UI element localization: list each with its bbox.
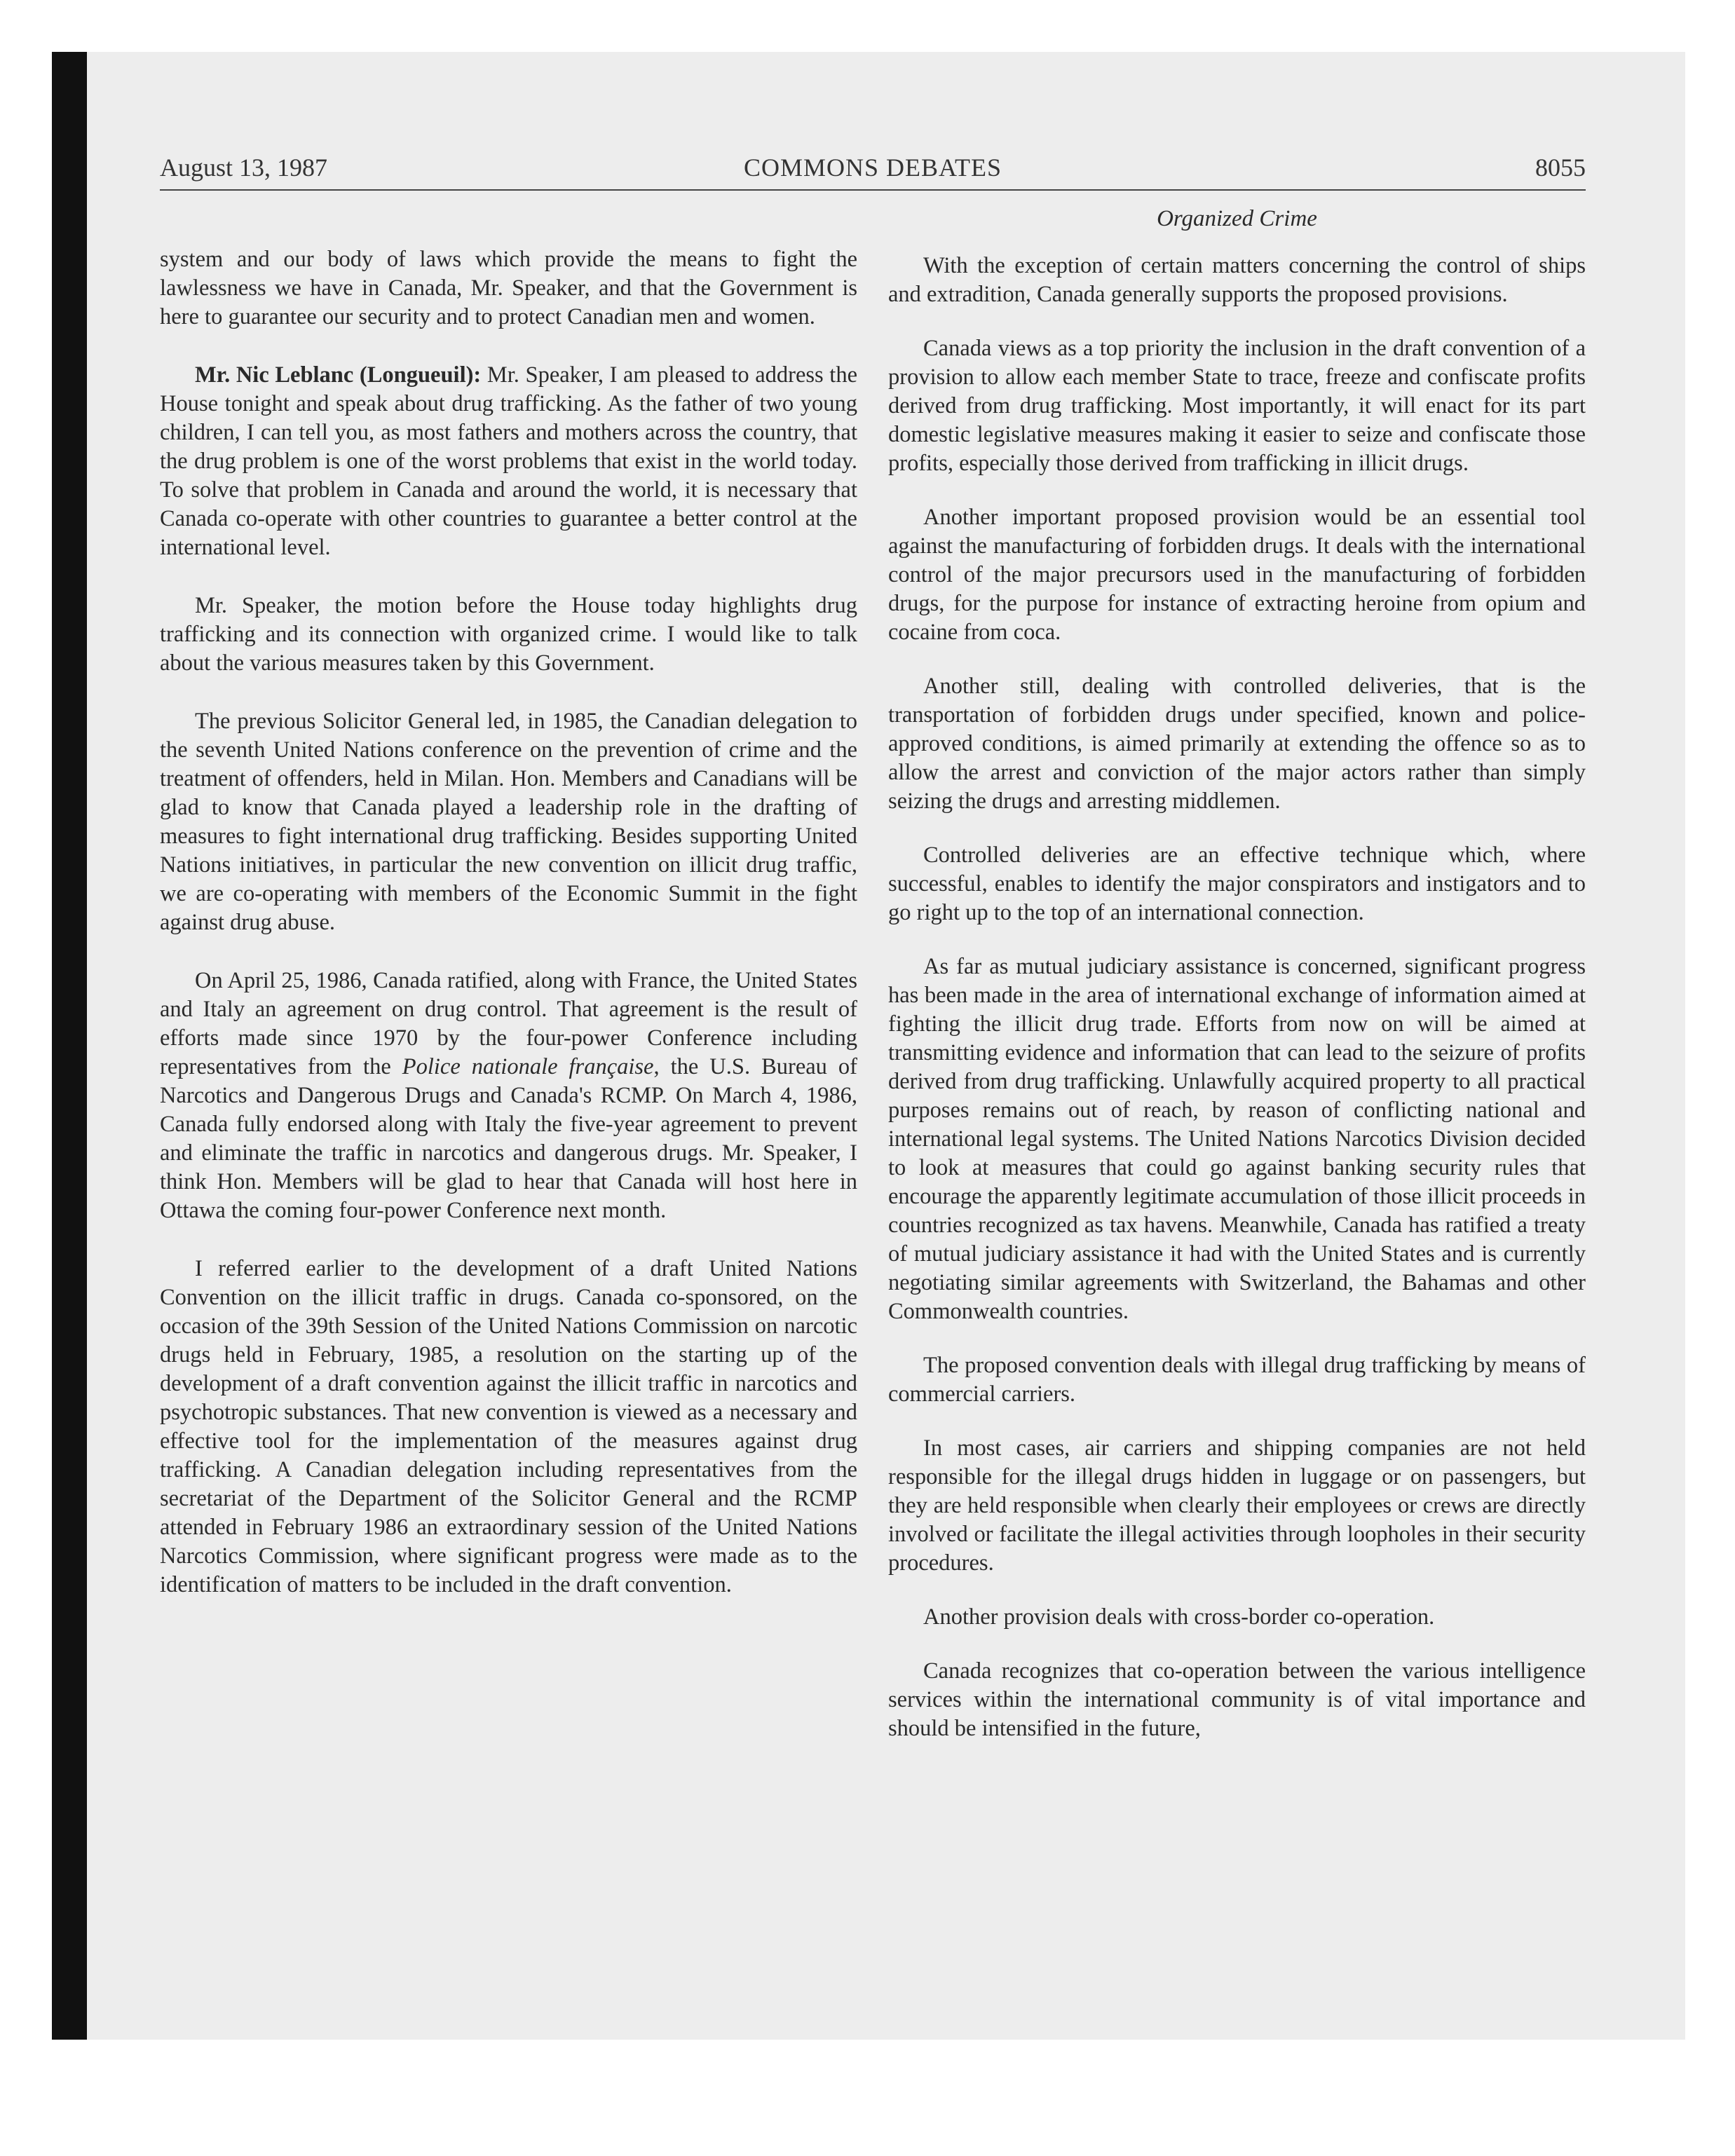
paragraph: Canada recognizes that co-operation between the various intelligence services within the international community is of vital importance and should be intensified in the future, [888, 1658, 1586, 1741]
paragraph: The previous Solicitor General led, in 1985, the Canadian delegation to the seventh United Nations conference on the prevention of crime and the treatment of offenders, held in Milan. Hon. Members and Canadians will be glad to know that Canada played a leadership role in the drafting of measures to fight international drug trafficking. Besides supporting United Nations initiatives, in particular the new convention on illicit drug traffic, we are co-operating with members of the Economic Summit in the fight against drug abuse. [160, 709, 857, 935]
paragraph: system and our body of laws which provide the means to fight the lawlessness we have in Canada, Mr. Speaker, and that the Government is here to guarantee our security and to protect Canadian men and women. [160, 247, 857, 329]
scan-edge-bar [52, 52, 87, 2040]
speaker-name: Mr. Nic Leblanc (Longueuil): [195, 362, 482, 388]
header-page-number: 8055 [1535, 153, 1586, 182]
paragraph: Another provision deals with cross-border co-operation. [923, 1604, 1435, 1630]
italic-phrase: Police nationale française [402, 1054, 654, 1079]
paragraph-text: Mr. Speaker, I am pleased to address the House tonight and speak about drug trafficking. As the father of two young children, I can tell you, as most fathers and mothers across the country, that the drug problem is one of the worst problems that exist in the world today. To solve that problem in Canada and around the world, it is necessary that Canada co-operate with other countries to guarantee a better control at the international level. [160, 362, 857, 560]
paragraph: The proposed convention deals with illegal drug trafficking by means of commercial carriers. [888, 1353, 1586, 1407]
page-header [160, 153, 1586, 191]
section-title: Organized Crime [1157, 206, 1317, 231]
paragraph: In most cases, air carriers and shipping companies are not held responsible for the illegal drugs hidden in luggage or on passengers, but they are held responsible when clearly their employees or crews are directly involved or facilitate the illegal activities through loopholes in their security procedures. [888, 1435, 1586, 1576]
paragraph: Mr. Speaker, the motion before the House today highlights drug trafficking and its connection with organized crime. I would like to talk about the various measures taken by this Government. [160, 593, 857, 676]
paragraph: Controlled deliveries are an effective technique which, where successful, enables to identify the major conspirators and instigators and to go right up to the top of an international connection. [888, 842, 1586, 925]
paragraph: With the exception of certain matters concerning the control of ships and extradition, Canada generally supports the proposed provisions. [888, 253, 1586, 307]
left-column [160, 245, 857, 1629]
paragraph: I referred earlier to the development of a draft United Nations Convention on the illicit traffic in drugs. Canada co-sponsored, on the occasion of the 39th Session of the United Nations Commission on narcotic drugs held in February, 1985, a resolution on the starting up of the development of a draft convention against the illicit traffic in narcotics and psychotropic substances. That new convention is viewed as a necessary and effective tool for the implementation of the measures against drug trafficking. A Canadian delegation including representatives from the secretariat of the Department of the Solicitor General and the RCMP attended in February 1986 an extraordinary session of the United Nations Narcotics Commission, where significant progress were made as to the identification of matters to be included in the draft convention. [160, 1256, 857, 1597]
paragraph-text: On April 25, 1986, Canada ratified, along with France, the United States and Italy an agreement on drug control. That agreement is the result of efforts made since 1970 by the four-power Conference including representatives from the [160, 968, 857, 1079]
paragraph-text: , the U.S. Bureau of Narcotics and Dangerous Drugs and Canada's RCMP. On March 4, 1986, Canada fully endorsed along with Italy the five-year agreement to prevent and eliminate the traffic in narcotics and dangerous drugs. Mr. Speaker, I think Hon. Members will be glad to hear that Canada will host here in Ottawa the coming four-power Conference next month. [160, 1054, 857, 1223]
paragraph: As far as mutual judiciary assistance is concerned, significant progress has been made in the area of international exchange of information aimed at fighting the illicit drug trade. Efforts from now on will be aimed at transmitting evidence and information that can lead to the seizure of profits derived from drug trafficking. Unlawfully acquired property to all practical purposes remains out of reach, by reason of conflicting national and international legal systems. The United Nations Narcotics Division decided to look at measures that could go against banking security rules that encourage the apparently legitimate accumulation of those illicit proceeds in countries recognized as tax havens. Meanwhile, Canada has ratified a treaty of mutual judiciary assistance it had with the United States and is currently negotiating similar agreements with Switzerland, the Bahamas and other Commonwealth countries. [888, 954, 1586, 1324]
right-column [888, 205, 1586, 1768]
header-date: August 13, 1987 [160, 153, 328, 182]
paragraph [160, 361, 857, 562]
paragraph: Canada views as a top priority the inclusion in the draft convention of a provision to allow each member State to trace, freeze and confiscate profits derived from drug trafficking. Most importantly, it will enact for its part domestic legislative measures making it easier to seize and confiscate those profits, especially those derived from trafficking in illicit drugs. [888, 336, 1586, 476]
paragraph: Another important proposed provision would be an essential tool against the manufacturing of forbidden drugs. It deals with the international control of the major precursors used in the manufacturing of forbidden drugs, for the purpose for instance of extracting heroine from opium and cocaine from coca. [888, 505, 1586, 645]
paragraph [160, 967, 857, 1225]
paragraph: Another still, dealing with controlled deliveries, that is the transportation of forbidden drugs under specified, known and police-approved conditions, is aimed primarily at extending the offence so as to allow the arrest and conviction of the major actors rather than simply seizing the drugs and arresting middlemen. [888, 674, 1586, 814]
header-title: COMMONS DEBATES [743, 153, 1002, 182]
